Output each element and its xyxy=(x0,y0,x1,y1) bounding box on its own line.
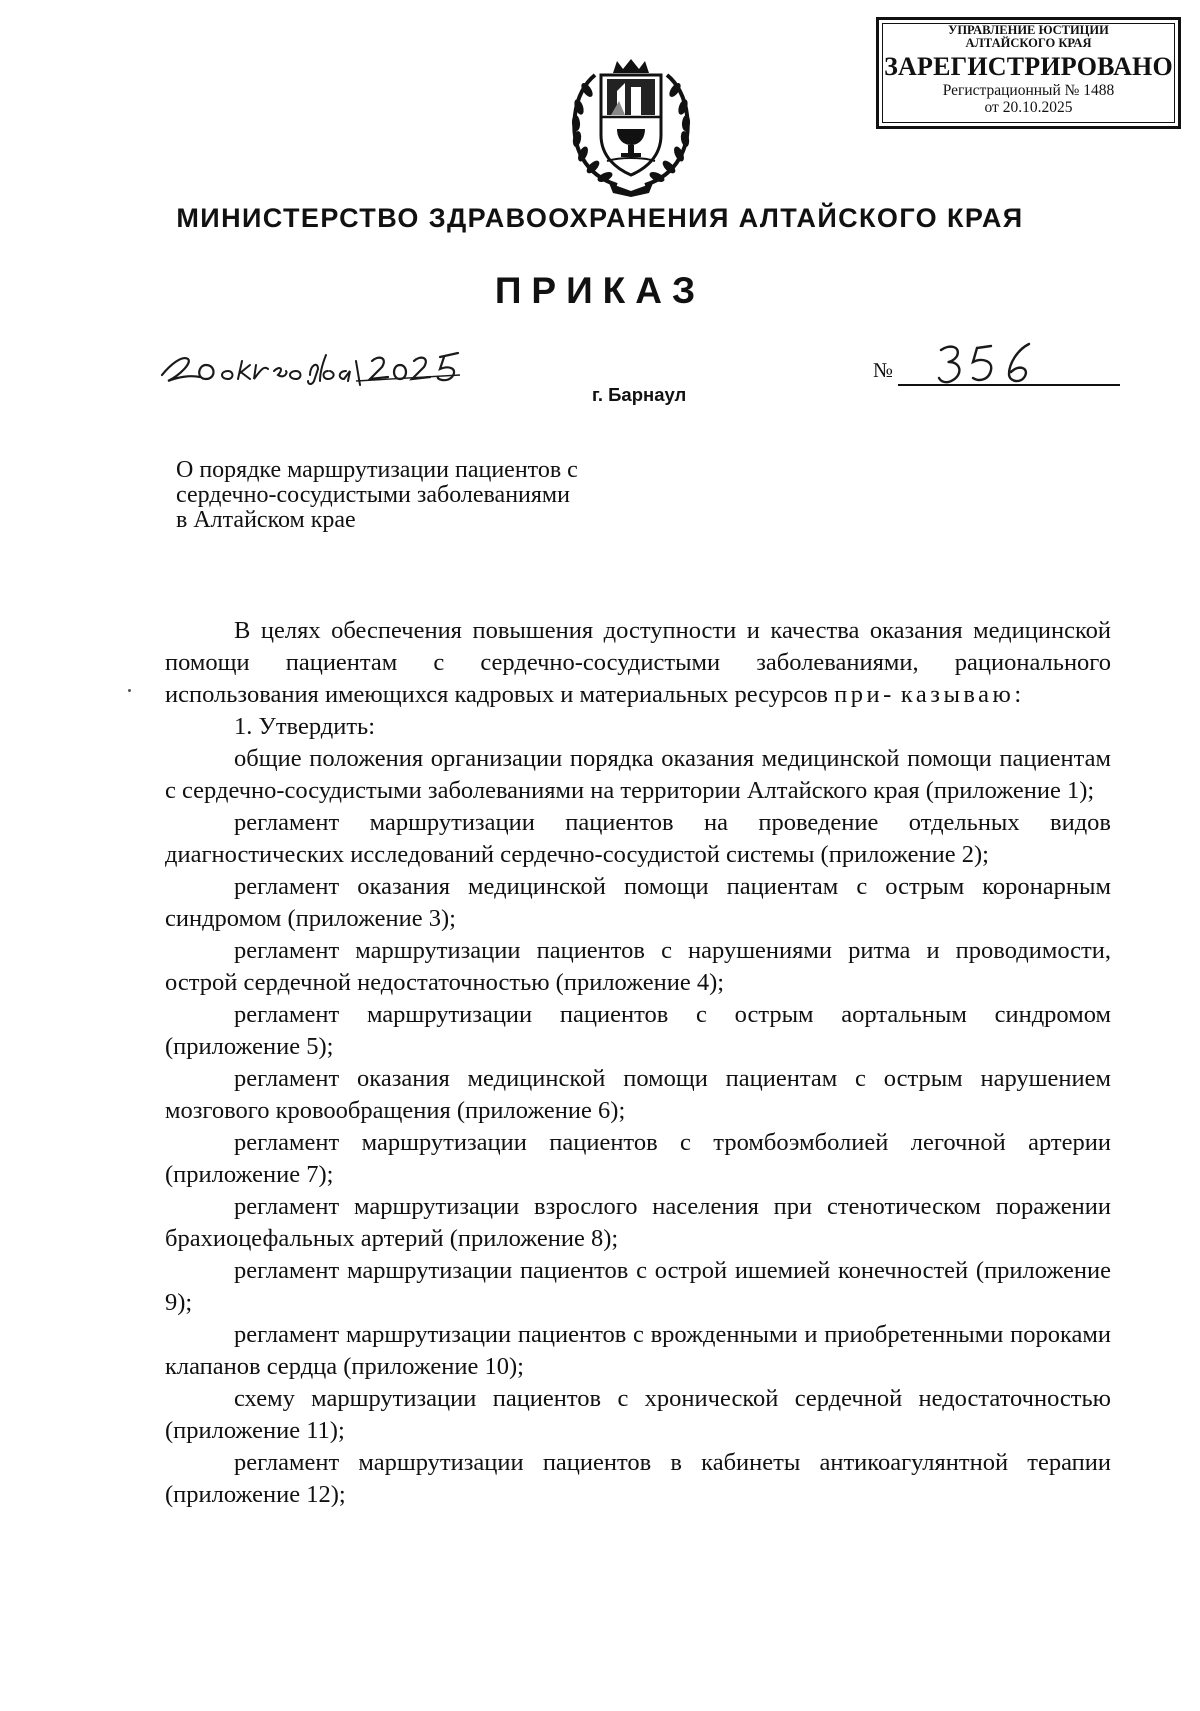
preamble-paragraph xyxy=(165,615,1111,711)
item-1-heading: 1. Утвердить: xyxy=(234,713,376,740)
list-item: регламент маршрутизации пациентов с нарушениями ритма и проводимости, острой сердечной недостаточностью (приложение 4); xyxy=(165,937,1111,996)
handwritten-number xyxy=(935,342,1065,386)
registration-stamp xyxy=(876,17,1181,129)
document-type-title: ПРИКАЗ xyxy=(494,270,706,311)
subject-line-1: О порядке маршрутизации пациентов с xyxy=(176,457,578,483)
preamble-text: В целях обеспечения повышения доступности и качества оказания медицинской помощи пациентам с сердечно-сосудистыми заболеваниями, рационального использования имеющихся кадровых и материальных ресурсов xyxy=(165,617,1111,708)
coat-of-arms-icon xyxy=(565,57,697,197)
scan-speck xyxy=(128,689,131,692)
subject-line-3: в Алтайском крае xyxy=(176,507,356,533)
stamp-reg-number: Регистрационный № 1488 xyxy=(942,82,1115,99)
ministry-name: МИНИСТЕРСТВО ЗДРАВООХРАНЕНИЯ АЛТАЙСКОГО КРАЯ xyxy=(176,203,1024,233)
city: г. Барнаул xyxy=(592,384,687,405)
stamp-reg-date: от 20.10.2025 xyxy=(984,99,1073,116)
list-item: регламент оказания медицинской помощи пациентам с острым коронарным синдромом (приложение 3); xyxy=(165,873,1111,932)
list-item: регламент маршрутизации взрослого населения при стенотическом поражении брахиоцефальных артерий (приложение 8); xyxy=(165,1193,1111,1252)
order-body xyxy=(165,615,1111,1511)
list-item: общие положения организации порядка оказания медицинской помощи пациентам с сердечно-сосудистыми заболеваниями на территории Алтайского края (приложение 1); xyxy=(165,745,1111,804)
stamp-org-line1: УПРАВЛЕНИЕ ЮСТИЦИИ xyxy=(948,23,1109,37)
subject-line-2: сердечно-сосудистыми заболеваниями xyxy=(176,482,570,508)
list-item: регламент маршрутизации пациентов с врожденными и приобретенными пороками клапанов сердца (приложение 10); xyxy=(165,1321,1111,1380)
list-item: регламент маршрутизации пациентов с тромбоэмболией легочной артерии (приложение 7); xyxy=(165,1129,1111,1188)
list-item: регламент маршрутизации пациентов с острой ишемией конечностей (приложение 9); xyxy=(165,1257,1111,1316)
order-verb-part1: при- xyxy=(834,681,895,708)
number-underline xyxy=(898,384,1120,386)
list-item: схему маршрутизации пациентов с хронической сердечной недостаточностью (приложение 11); xyxy=(165,1385,1111,1444)
handwritten-date xyxy=(160,335,520,387)
list-item: регламент маршрутизации пациентов с острым аортальным синдромом (приложение 5); xyxy=(165,1001,1111,1060)
list-item: регламент маршрутизации пациентов в кабинеты антикоагулянтной терапии (приложение 12); xyxy=(165,1449,1111,1508)
number-label: № xyxy=(873,358,894,382)
stamp-status: ЗАРЕГИСТРИРОВАНО xyxy=(884,52,1173,81)
list-item: регламент маршрутизации пациентов на проведение отдельных видов диагностических исследований сердечно-сосудистой системы (приложение 2); xyxy=(165,809,1111,868)
order-verb-colon: : xyxy=(1014,681,1022,708)
stamp-org-line2: АЛТАЙСКОГО КРАЯ xyxy=(965,36,1092,50)
list-item: регламент оказания медицинской помощи пациентам с острым нарушением мозгового кровообращения (приложение 6); xyxy=(165,1065,1111,1124)
order-verb-part2: казываю xyxy=(900,681,1015,708)
order-subject xyxy=(176,458,646,533)
